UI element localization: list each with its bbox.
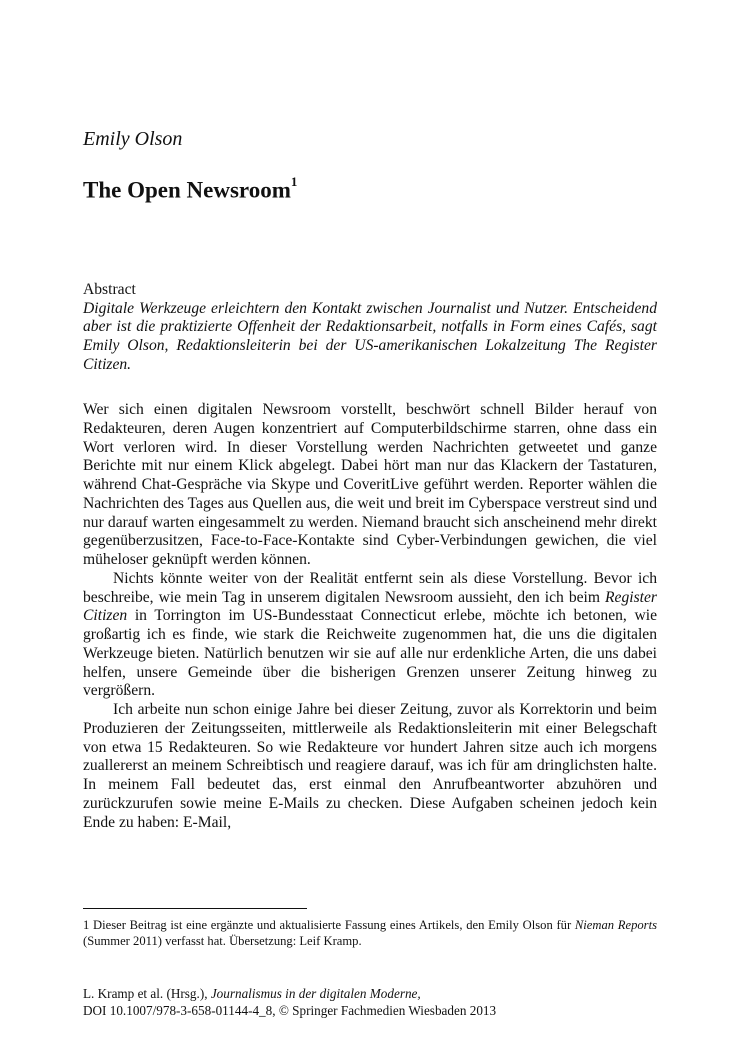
paragraph-2-text: Nichts könnte weiter von der Realität entfernt sein als diese Vorstellung. Bevor ich beschreibe, wie mein Tag in unserem digitalen Newsroom aussieht, den ich beim bbox=[83, 569, 657, 606]
citation-book-title: Journalismus in der digitalen Moderne, bbox=[210, 986, 421, 1001]
footnote-marker: 1 bbox=[290, 174, 298, 189]
footnote bbox=[83, 917, 657, 949]
body-text bbox=[83, 401, 657, 832]
citation-editors: L. Kramp et al. (Hrsg.), bbox=[83, 986, 211, 1001]
footnote-text-cont: (Summer 2011) verfasst hat. Übersetzung: Leif Kramp. bbox=[83, 934, 362, 948]
abstract-heading: Abstract bbox=[83, 281, 136, 298]
chapter-title-text: The Open Newsroom bbox=[83, 177, 291, 203]
footnote-text: 1 Dieser Beitrag ist eine ergänzte und aktualisierte Fassung eines Artikels, den Emily Olson für bbox=[83, 918, 575, 932]
paragraph-1: Wer sich einen digitalen Newsroom vorstellt, beschwört schnell Bilder herauf von Redakteuren, deren Augen konzentriert auf Computerbildschirme starren, ohne dass ein Wort verloren wird. In dieser Vorstellung werden Nachrichten getweetet und ganze Berichte mit nur einem Klick abgelegt. Dabei hört man nur das Klackern der Tastaturen, während Chat-Gespräche via Skype und CoveritLive geführt werden. Reporter wählen die Nachrichten des Tages aus Quellen aus, die weit und breit im Cyberspace verstreut sind und nur darauf warten eingesammelt zu werden. Niemand braucht sich anscheinend mehr direkt gegenüberzusitzen, Face-to-Face-Kontakte sind Cyber-Verbindungen gewichen, die viel müheloser geknüpft werden können. bbox=[83, 401, 657, 568]
citation-line-2: DOI 10.1007/978-3-658-01144-4_8, © Springer Fachmedien Wiesbaden 2013 bbox=[83, 1003, 497, 1018]
paragraph-2-text-cont: in Torrington im US-Bundesstaat Connecticut erlebe, möchte ich betonen, wie großartig ich es finde, wie stark die Reichweite zugenommen hat, die uns die digitalen Werkzeuge bieten. Natürlich benutzen wir sie auf alle nur erdenkliche Arten, die uns dabei helfen, unsere Gemeinde über die bisherigen Grenzen unserer Zeitung hinweg zu vergrößern. bbox=[83, 607, 657, 700]
chapter-title bbox=[83, 171, 297, 205]
author-name: Emily Olson bbox=[83, 128, 183, 150]
paragraph-2 bbox=[83, 570, 657, 701]
paragraph-3: Ich arbeite nun schon einige Jahre bei dieser Zeitung, zuvor als Korrektorin und beim Produzieren der Zeitungsseiten, mittlerweile als Redaktionsleiterin mit einer Belegschaft von etwa 15 Redakteuren. So wie Redakteure vor hundert Jahren sitze auch ich morgens zuallererst an meinem Schreibtisch und reagiere darauf, was ich für am dringlichsten halte. In meinem Fall bedeutet das, erst einmal den Anrufbeantworter abzuhören und zurückzurufen sowie meine E-Mails zu checken. Diese Aufgaben scheinen jedoch kein Ende zu haben: E-Mail, bbox=[83, 701, 657, 831]
newspaper-name: Register Citizen bbox=[83, 588, 657, 625]
citation-line-1 bbox=[83, 985, 657, 1002]
abstract bbox=[83, 281, 657, 375]
citation bbox=[83, 985, 657, 1019]
footnote-publication: Nieman Reports bbox=[574, 918, 657, 932]
footnote-divider bbox=[83, 908, 307, 909]
abstract-text: Digitale Werkzeuge erleichtern den Kontakt zwischen Journalist und Nutzer. Entscheidend aber ist die praktizierte Offenheit der Redaktionsarbeit, notfalls in Form eines Cafés, sagt Emily Olson, Redaktionsleiterin bei der US-amerikanischen Lokalzeitung The Register Citizen. bbox=[83, 299, 657, 373]
